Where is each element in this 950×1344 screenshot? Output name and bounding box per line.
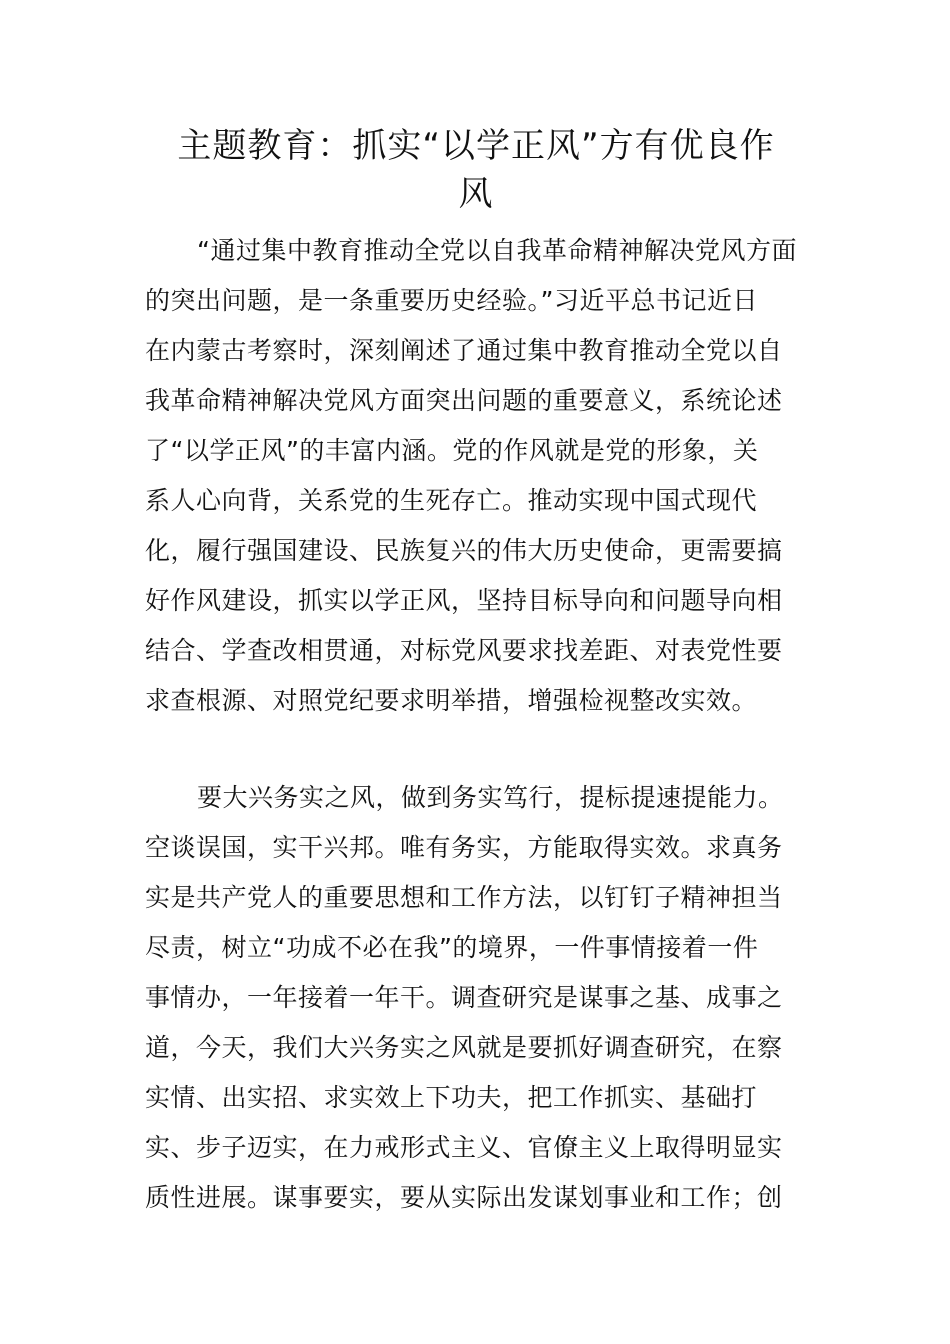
document-title [150, 122, 802, 218]
paragraph-line: 的突出问题，是一条重要历史经验。”习近平总书记近日 [145, 286, 758, 315]
paragraph-line: 空谈误国，实干兴邦。唯有务实，方能取得实效。求真务 [145, 833, 783, 862]
paragraph-line: 要大兴务实之风，做到务实笃行，提标提速提能力。 [197, 783, 784, 812]
paragraph-line: 道，今天，我们大兴务实之风就是要抓好调查研究，在察 [145, 1033, 783, 1062]
title-line: 主题教育：抓实“以学正风”方有优良作 [177, 126, 775, 166]
paragraph-line: 结合、学查改相贯通，对标党风要求找差距、对表党性要 [145, 636, 783, 665]
paragraph-line: 求查根源、对照党纪要求明举措，增强检视整改实效。 [145, 686, 758, 715]
paragraph-line: 系人心向背，关系党的生死存亡。推动实现中国式现代 [145, 486, 758, 515]
paragraph-line: “通过集中教育推动全党以自我革命精神解决党风方面 [197, 236, 797, 265]
paragraph-line: 尽责，树立“功成不必在我”的境界，一件事情接着一件 [145, 933, 759, 962]
paragraph-line: 我革命精神解决党风方面突出问题的重要意义，系统论述 [145, 386, 783, 415]
paragraph-1 [145, 226, 807, 726]
paragraph-2 [145, 773, 807, 1223]
paragraph-line: 在内蒙古考察时，深刻阐述了通过集中教育推动全党以自 [145, 336, 783, 365]
paragraph-line: 实、步子迈实，在力戒形式主义、官僚主义上取得明显实 [145, 1133, 783, 1162]
paragraph-line: 实是共产党人的重要思想和工作方法，以钉钉子精神担当 [145, 883, 783, 912]
paragraph-line: 了“以学正风”的丰富内涵。党的作风就是党的形象，关 [145, 436, 759, 465]
paragraph-line: 实情、出实招、求实效上下功夫，把工作抓实、基础打 [145, 1083, 758, 1112]
paragraph-line: 质性进展。谋事要实，要从实际出发谋划事业和工作；创 [145, 1183, 783, 1212]
paragraph-line: 好作风建设，抓实以学正风，坚持目标导向和问题导向相 [145, 586, 783, 615]
paragraph-line: 化，履行强国建设、民族复兴的伟大历史使命，更需要搞 [145, 536, 783, 565]
paragraph-line: 事情办，一年接着一年干。调查研究是谋事之基、成事之 [145, 983, 783, 1012]
title-line: 风 [458, 174, 494, 214]
